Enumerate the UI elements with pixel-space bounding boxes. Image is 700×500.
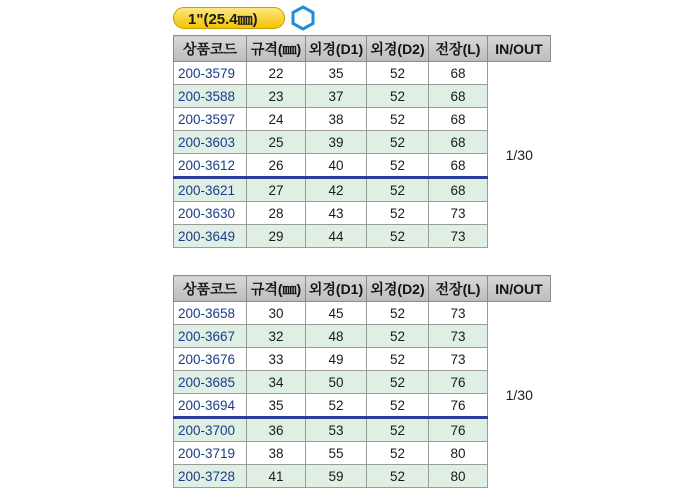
- col-header-in-out: IN/OUT: [488, 36, 551, 62]
- col-header-size: 규격(㎜): [247, 36, 306, 62]
- product-code-cell: 200-3694: [174, 394, 247, 418]
- size-cell: 25: [247, 131, 306, 154]
- d2-cell: 52: [367, 302, 429, 325]
- d2-cell: 52: [367, 85, 429, 108]
- d2-cell: 52: [367, 442, 429, 465]
- col-header-d1: 외경(D1): [306, 36, 367, 62]
- col-header-length: 전장(L): [429, 276, 488, 302]
- size-cell: 28: [247, 202, 306, 225]
- d1-cell: 50: [306, 371, 367, 394]
- product-code-cell: 200-3649: [174, 225, 247, 248]
- d2-cell: 52: [367, 394, 429, 418]
- d1-cell: 45: [306, 302, 367, 325]
- col-header-d2: 외경(D2): [367, 276, 429, 302]
- size-cell: 29: [247, 225, 306, 248]
- in-out-cell: 1/30: [488, 62, 551, 248]
- size-cell: 32: [247, 325, 306, 348]
- spec-table-2: [173, 275, 551, 488]
- d2-cell: 52: [367, 465, 429, 488]
- d1-cell: 38: [306, 108, 367, 131]
- length-cell: 76: [429, 418, 488, 442]
- d2-cell: 52: [367, 178, 429, 202]
- col-header-d1: 외경(D1): [306, 276, 367, 302]
- product-code-cell: 200-3719: [174, 442, 247, 465]
- product-code-cell: 200-3685: [174, 371, 247, 394]
- size-cell: 23: [247, 85, 306, 108]
- size-cell: 41: [247, 465, 306, 488]
- length-cell: 68: [429, 62, 488, 85]
- size-cell: 26: [247, 154, 306, 178]
- d1-cell: 59: [306, 465, 367, 488]
- length-cell: 68: [429, 154, 488, 178]
- length-cell: 80: [429, 465, 488, 488]
- d2-cell: 52: [367, 371, 429, 394]
- length-cell: 73: [429, 202, 488, 225]
- col-header-code: 상품코드: [174, 276, 247, 302]
- size-cell: 30: [247, 302, 306, 325]
- size-cell: 34: [247, 371, 306, 394]
- size-cell: 24: [247, 108, 306, 131]
- d2-cell: 52: [367, 418, 429, 442]
- product-code-cell: 200-3728: [174, 465, 247, 488]
- table-header-row: [174, 36, 551, 62]
- length-cell: 68: [429, 108, 488, 131]
- col-header-length: 전장(L): [429, 36, 488, 62]
- size-cell: 22: [247, 62, 306, 85]
- product-code-cell: 200-3630: [174, 202, 247, 225]
- product-code-cell: 200-3700: [174, 418, 247, 442]
- d1-cell: 37: [306, 85, 367, 108]
- table-row: [174, 302, 551, 325]
- d2-cell: 52: [367, 154, 429, 178]
- d2-cell: 52: [367, 325, 429, 348]
- product-code-cell: 200-3667: [174, 325, 247, 348]
- size-label-text: 1"(25.4㎜): [188, 10, 258, 28]
- d2-cell: 52: [367, 202, 429, 225]
- d1-cell: 53: [306, 418, 367, 442]
- length-cell: 76: [429, 371, 488, 394]
- product-code-cell: 200-3588: [174, 85, 247, 108]
- d1-cell: 39: [306, 131, 367, 154]
- d1-cell: 52: [306, 394, 367, 418]
- product-code-cell: 200-3676: [174, 348, 247, 371]
- size-cell: 35: [247, 394, 306, 418]
- size-cell: 33: [247, 348, 306, 371]
- length-cell: 68: [429, 131, 488, 154]
- col-header-code: 상품코드: [174, 36, 247, 62]
- spec-table-1: [173, 35, 551, 248]
- d1-cell: 40: [306, 154, 367, 178]
- table-header-row: [174, 276, 551, 302]
- size-cell: 27: [247, 178, 306, 202]
- d2-cell: 52: [367, 62, 429, 85]
- length-cell: 80: [429, 442, 488, 465]
- length-cell: 73: [429, 325, 488, 348]
- d1-cell: 55: [306, 442, 367, 465]
- product-code-cell: 200-3603: [174, 131, 247, 154]
- d2-cell: 52: [367, 225, 429, 248]
- d1-cell: 44: [306, 225, 367, 248]
- length-cell: 73: [429, 225, 488, 248]
- length-cell: 68: [429, 178, 488, 202]
- col-header-in-out: IN/OUT: [488, 276, 551, 302]
- length-cell: 73: [429, 302, 488, 325]
- length-cell: 76: [429, 394, 488, 418]
- table-row: [174, 62, 551, 85]
- length-cell: 68: [429, 85, 488, 108]
- in-out-cell: 1/30: [488, 302, 551, 488]
- d2-cell: 52: [367, 348, 429, 371]
- d1-cell: 49: [306, 348, 367, 371]
- d2-cell: 52: [367, 131, 429, 154]
- product-code-cell: 200-3612: [174, 154, 247, 178]
- product-code-cell: 200-3579: [174, 62, 247, 85]
- hexagon-icon: [290, 5, 316, 31]
- size-cell: 38: [247, 442, 306, 465]
- col-header-size: 규격(㎜): [247, 276, 306, 302]
- size-cell: 36: [247, 418, 306, 442]
- size-label: [173, 7, 285, 29]
- product-code-cell: 200-3597: [174, 108, 247, 131]
- d2-cell: 52: [367, 108, 429, 131]
- d1-cell: 48: [306, 325, 367, 348]
- d1-cell: 43: [306, 202, 367, 225]
- product-code-cell: 200-3658: [174, 302, 247, 325]
- d1-cell: 42: [306, 178, 367, 202]
- product-code-cell: 200-3621: [174, 178, 247, 202]
- d1-cell: 35: [306, 62, 367, 85]
- length-cell: 73: [429, 348, 488, 371]
- col-header-d2: 외경(D2): [367, 36, 429, 62]
